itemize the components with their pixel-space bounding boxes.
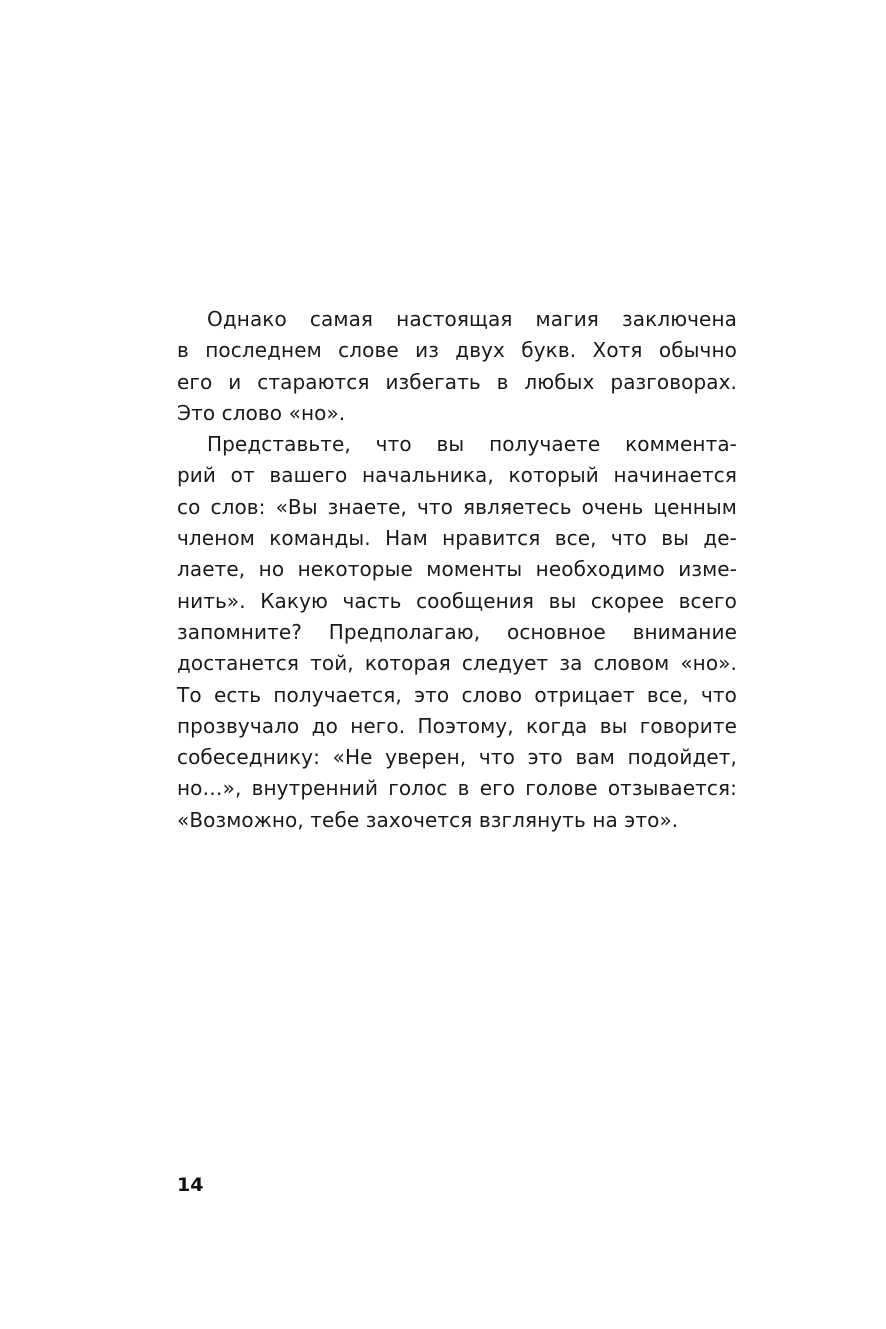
text-line: рий от вашего начальника, который начинается — [177, 463, 737, 488]
text-line: но…», внутренний голос в его голове отзывается: — [177, 776, 737, 801]
paragraph-1 — [177, 304, 737, 429]
body-text — [177, 304, 737, 836]
text-line: Однако самая настоящая магия заключена — [207, 307, 737, 331]
text-line: нить». Какую часть сообщения вы скорее всего — [177, 588, 737, 613]
text-line: Это слово «но». — [177, 400, 346, 425]
text-line: собеседнику: «Не уверен, что это вам подойдет, — [177, 745, 737, 770]
text-line: «Возможно, тебе захочется взглянуть на это». — [177, 807, 679, 832]
text-line: Представьте, что вы получаете коммента- — [207, 432, 737, 457]
text-line: запомните? Предполагаю, основное внимание — [177, 619, 737, 644]
text-line: в последнем слове из двух букв. Хотя обычно — [177, 338, 737, 363]
text-line: его и стараются избегать в любых разговорах. — [177, 369, 737, 394]
text-line: со слов: «Вы знаете, что являетесь очень ценным — [177, 494, 737, 519]
text-line: прозвучало до него. Поэтому, когда вы говорите — [177, 713, 737, 738]
text-line: достанется той, которая следует за словом «но». — [177, 651, 737, 676]
text-line: То есть получается, это слово отрицает все, что — [177, 682, 737, 707]
paragraph-2 — [177, 429, 737, 836]
text-line: лаете, но некоторые моменты необходимо изме- — [177, 557, 737, 582]
text-line: членом команды. Нам нравится все, что вы де- — [177, 526, 737, 551]
page-number: 14 — [177, 1174, 204, 1196]
